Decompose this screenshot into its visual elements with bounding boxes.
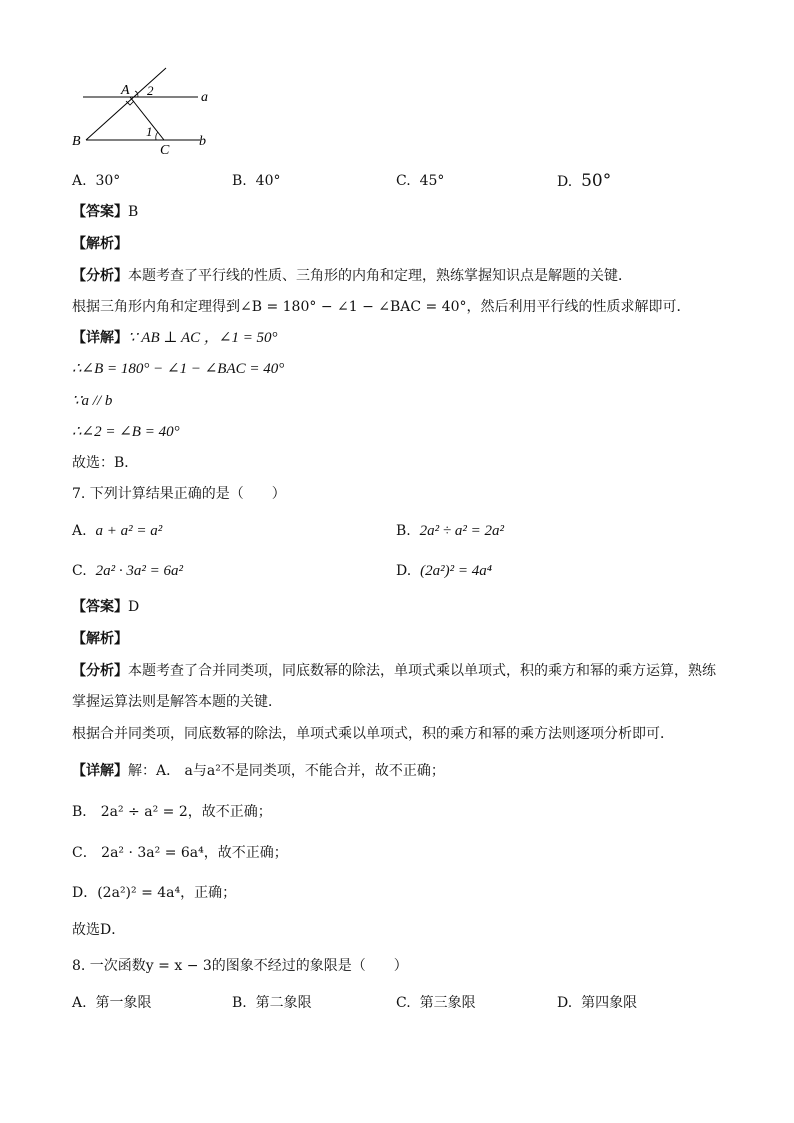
q7-detail: 【详解】解：A． a与a²不是同类项，不能合并，故不正确； — [72, 763, 445, 779]
q7-option-d: D. (2a²)² = 4a⁴ — [396, 563, 492, 579]
q6-conclusion: 故选：B． — [72, 455, 139, 471]
q7-option-b: B. 2a² ÷ a² = 2a² — [396, 523, 505, 539]
q6-analysis-heading: 【解析】 — [72, 236, 128, 252]
q6-option-d: D. 50° — [557, 171, 612, 191]
geometry-figure — [68, 62, 228, 162]
q6-step-2: ∴∠B = 180° − ∠1 − ∠BAC = 40° — [72, 361, 285, 377]
q7-stem: 7. 下列计算结果正确的是（ ） — [72, 486, 286, 502]
q6-method: 根据三角形内角和定理得到∠B = 180° − ∠1 − ∠BAC = 40°，然后利用平行线的性质求解即可． — [72, 299, 691, 315]
q7-detail-b: B． 2a² ÷ a² = 2，故不正确； — [72, 804, 272, 820]
q6-option-b: B. 40° — [232, 173, 281, 189]
q6-option-a: A. 30° — [72, 173, 121, 189]
q6-detail: 【详解】∵ AB ⊥ AC ，∠1 = 50° — [72, 330, 278, 346]
q8-option-d: D. 第四象限 — [557, 995, 638, 1011]
q8-option-b: B. 第二象限 — [232, 995, 312, 1011]
label-a: a — [201, 90, 208, 105]
label-B: B — [72, 134, 81, 149]
angle-1-arc — [156, 132, 158, 140]
label-2: 2 — [147, 83, 154, 98]
q6-answer: 【答案】B — [72, 204, 139, 220]
q7-fenxi-cont: 掌握运算法则是解答本题的关键． — [72, 694, 282, 710]
q7-answer: 【答案】D — [72, 599, 140, 615]
q8-option-c: C. 第三象限 — [396, 995, 476, 1011]
q7-option-a: A. a + a² = a² — [72, 523, 163, 539]
q7-method: 根据合并同类项，同底数幂的除法，单项式乘以单项式，积的乘方和幂的乘方法则逐项分析即可． — [72, 726, 674, 742]
label-1: 1 — [146, 124, 153, 139]
q7-conclusion: 故选D． — [72, 922, 126, 938]
q7-analysis-heading: 【解析】 — [72, 631, 128, 647]
q7-detail-c: C． 2a² · 3a² = 6a⁴，故不正确； — [72, 845, 288, 861]
q6-option-c: C. 45° — [396, 173, 445, 189]
q6-fenxi: 【分析】本题考查了平行线的性质、三角形的内角和定理，熟练掌握知识点是解题的关键． — [72, 268, 632, 284]
q7-fenxi: 【分析】本题考查了合并同类项，同底数幂的除法，单项式乘以单项式，积的乘方和幂的乘方运算，熟练 — [72, 663, 716, 679]
q7-option-c: C. 2a² · 3a² = 6a² — [72, 563, 183, 579]
label-A: A — [121, 83, 130, 98]
q6-step-4: ∴∠2 = ∠B = 40° — [72, 424, 180, 440]
line-ba — [86, 68, 166, 140]
q8-option-a: A. 第一象限 — [72, 995, 152, 1011]
label-C: C — [160, 143, 170, 158]
label-b: b — [199, 134, 206, 149]
q6-step-3: ∵a // b — [72, 393, 113, 409]
q7-detail-d: D．(2a²)² = 4a⁴，正确； — [72, 885, 237, 901]
q8-stem: 8. 一次函数y = x − 3的图象不经过的象限是（ ） — [72, 958, 408, 974]
